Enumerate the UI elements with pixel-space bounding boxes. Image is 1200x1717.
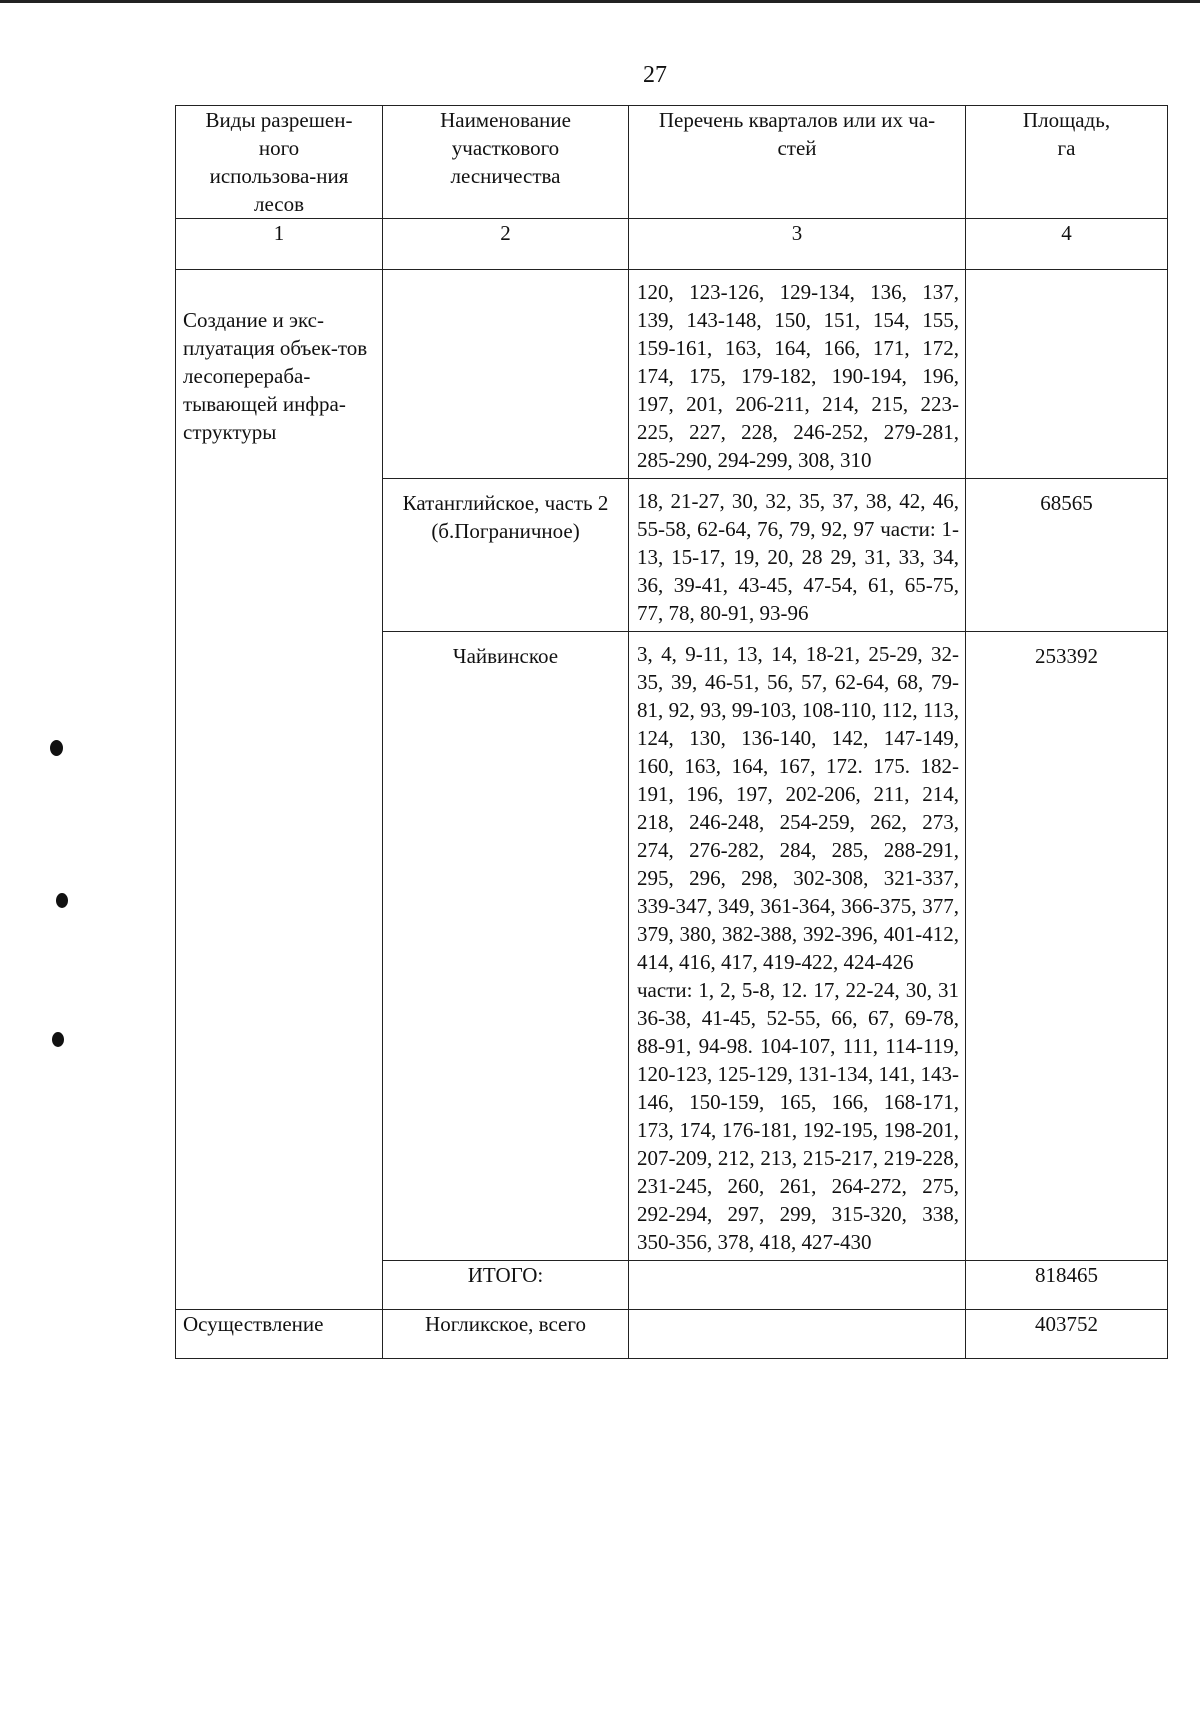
area-cell: 253392	[966, 632, 1168, 1261]
total-area: 818465	[966, 1261, 1168, 1310]
area-cell: 403752	[966, 1310, 1168, 1359]
quarters-full: 3, 4, 9-11, 13, 14, 18-21, 25-29, 32-35, 39, 46-51, 56, 57, 62-64, 68, 79-81, 92, 93, 99-103, 108-110, 112, 113, 124, 130, 136-140, 142, 147-149, 160, 163, 164, 167, 172. 175. 182-191, 196, 197, 202-206, 211, 214, 218, 246-248, 254-259, 262, 273, 274, 276-282, 284, 285, 288-291, 295, 296, 298, 302-308, 321-337, 339-347, 349, 361-364, 366-375, 377, 379, 380, 382-388, 392-396, 401-412, 414, 416, 417, 419-422, 424-426	[637, 642, 959, 974]
table-row	[176, 1310, 1168, 1359]
punch-hole-mark	[50, 740, 63, 756]
total-quarters-cell	[629, 1261, 966, 1310]
column-number-row	[176, 219, 1168, 270]
forestry-cell: Ногликское, всего	[383, 1310, 629, 1359]
column-number: 3	[629, 219, 966, 270]
quarters-cell	[629, 632, 966, 1261]
area-cell	[966, 270, 1168, 479]
punch-hole-mark	[52, 1032, 64, 1047]
forest-use-table	[175, 105, 1168, 1359]
quarters-parts: части: 1, 2, 5-8, 12. 17, 22-24, 30, 31 36-38, 41-45, 52-55, 66, 67, 69-78, 88-91, 94-98. 104-107, 111, 114-119, 120-123, 125-129, 131-134, 141, 143-146, 150-159, 165, 166, 168-171, 173, 174, 176-181, 192-195, 198-201, 207-209, 212, 213, 215-217, 219-228, 231-245, 260, 261, 264-272, 275, 292-294, 297, 299, 315-320, 338, 350-356, 378, 418, 427-430	[637, 978, 959, 1254]
header-area: Площадь, га	[966, 106, 1168, 219]
column-number: 4	[966, 219, 1168, 270]
area-cell: 68565	[966, 479, 1168, 632]
quarters-cell: 18, 21-27, 30, 32, 35, 37, 38, 42, 46, 55-58, 62-64, 76, 79, 92, 97 части: 1-13, 15-17, 19, 20, 28 29, 31, 33, 34, 36, 39-41, 43-45, 47-54, 61, 65-75, 77, 78, 80-91, 93-96	[629, 479, 966, 632]
usage-type-cell: Осуществление	[176, 1310, 383, 1359]
total-label: ИТОГО:	[383, 1261, 629, 1310]
column-number: 1	[176, 219, 383, 270]
quarters-cell	[629, 1310, 966, 1359]
header-usage-type: Виды разрешен-ного использова-ния лесов	[176, 106, 383, 219]
top-border-line	[0, 0, 1200, 3]
header-quarters-list: Перечень кварталов или их ча-стей	[629, 106, 966, 219]
forestry-cell: Чайвинское	[383, 632, 629, 1261]
punch-hole-mark	[56, 893, 68, 908]
quarters-cell: 120, 123-126, 129-134, 136, 137, 139, 143-148, 150, 151, 154, 155, 159-161, 163, 164, 166, 171, 172, 174, 175, 179-182, 190-194, 196, 197, 201, 206-211, 214, 215, 223-225, 227, 228, 246-252, 279-281, 285-290, 294-299, 308, 310	[629, 270, 966, 479]
table-header-row	[176, 106, 1168, 219]
page-number: 27	[643, 62, 667, 88]
column-number: 2	[383, 219, 629, 270]
usage-type-cell: Создание и экс-плуатация объек-тов лесоперераба-тывающей инфра-структуры	[176, 270, 383, 1310]
table-row	[176, 270, 1168, 479]
forestry-cell: Катанглийское, часть 2 (б.Пограничное)	[383, 479, 629, 632]
header-forestry-name: Наименование участкового лесничества	[383, 106, 629, 219]
forestry-cell	[383, 270, 629, 479]
